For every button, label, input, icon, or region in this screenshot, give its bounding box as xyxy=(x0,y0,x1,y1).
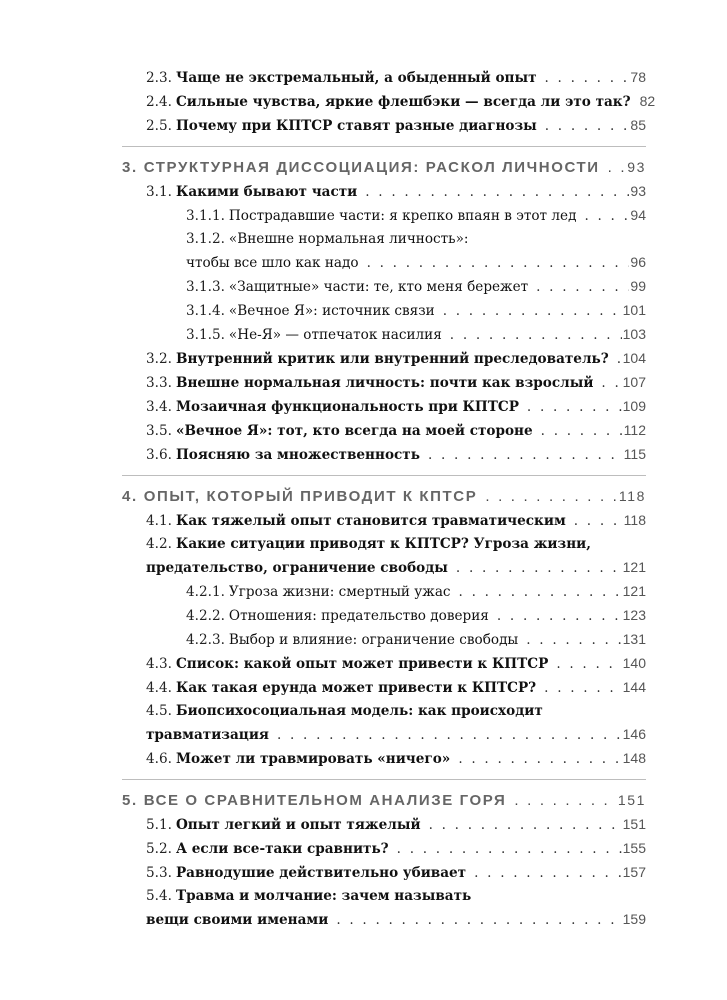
toc-title: СТРУКТУРНАЯ ДИССОЦИАЦИЯ: РАСКОЛ ЛИЧНОСТИ xyxy=(143,159,600,176)
toc-page-number: 151 xyxy=(622,816,646,832)
toc-page-number: 112 xyxy=(623,422,646,438)
toc-title: Мозаичная функциональность при КПТСР xyxy=(175,399,519,415)
toc-subsection-entry[interactable] xyxy=(146,299,646,323)
toc-title-continuation: травматизация xyxy=(146,727,269,743)
toc-page-number: 146 xyxy=(622,726,646,742)
toc-section-entry[interactable] xyxy=(146,652,646,676)
toc-page-number: 144 xyxy=(622,679,646,695)
toc-section-entry[interactable] xyxy=(146,837,646,861)
toc-number: 3.2. xyxy=(146,351,172,367)
toc-page-number: 94 xyxy=(630,207,646,223)
toc-page-number: 78 xyxy=(630,69,646,85)
toc-title-continuation: чтобы все шло как надо xyxy=(186,255,359,271)
toc-page-number: 104 xyxy=(622,350,646,366)
dot-leader xyxy=(429,814,622,837)
dot-leader xyxy=(428,444,623,467)
dot-leader xyxy=(365,181,629,204)
toc-number: 4.2.3. xyxy=(186,632,225,648)
toc-number: 4.2.1. xyxy=(186,584,225,600)
toc-title: «Не-Я» — отпечаток насилия xyxy=(228,327,442,343)
toc-section-entry[interactable] xyxy=(146,371,646,395)
toc-number: 4.1. xyxy=(146,513,172,529)
toc-section-entry[interactable] xyxy=(146,443,646,467)
toc-number: 4.6. xyxy=(146,751,172,767)
toc-page-number: 148 xyxy=(622,750,646,766)
toc-page-number: 82 xyxy=(639,93,656,109)
dot-leader xyxy=(526,629,621,652)
toc-page-number: 140 xyxy=(622,655,646,671)
toc-title: Травма и молчание: зачем называть xyxy=(175,888,472,904)
toc-number: 4.2. xyxy=(146,536,172,552)
dot-leader xyxy=(617,348,622,371)
toc-section-entry[interactable] xyxy=(146,885,646,932)
toc-number: 2.3. xyxy=(146,70,172,86)
dot-leader xyxy=(608,156,627,180)
dot-leader xyxy=(485,485,618,509)
toc-subsection-entry[interactable] xyxy=(146,204,646,228)
toc-subsection-entry[interactable] xyxy=(146,275,646,299)
toc-title: Пострадавшие части: я крепко впаян в этот лед xyxy=(228,208,577,224)
toc-title-continuation: вещи своими именами xyxy=(146,912,329,928)
toc-section-entry[interactable] xyxy=(146,419,646,443)
toc-section-entry[interactable] xyxy=(146,533,646,580)
toc-section-entry[interactable] xyxy=(146,700,646,747)
dot-leader xyxy=(556,653,621,676)
toc-number: 3. xyxy=(122,159,138,176)
toc-page-number: 109 xyxy=(622,398,646,414)
toc-title: «Внешне нормальная личность»: xyxy=(228,231,469,247)
toc-page-number: 151 xyxy=(617,792,646,808)
toc-page-number: 115 xyxy=(623,446,646,462)
dot-leader xyxy=(458,748,621,771)
dot-leader xyxy=(584,205,629,228)
dot-leader xyxy=(527,396,622,419)
toc-number: 4. xyxy=(122,488,138,505)
toc-title: Почему при КПТСР ставят разные диагнозы xyxy=(175,118,537,134)
toc-title: Опыт легкий и опыт тяжелый xyxy=(175,817,421,833)
toc-page-number: 99 xyxy=(630,278,646,294)
toc-title: Как такая ерунда может привести к КПТСР? xyxy=(175,680,537,696)
toc-number: 3.5. xyxy=(146,423,172,439)
toc-page-number: 121 xyxy=(622,559,646,575)
toc-section-entry[interactable] xyxy=(146,395,646,419)
dot-leader xyxy=(544,677,621,700)
toc-page-number: 131 xyxy=(622,631,646,647)
toc-subsection-entry[interactable] xyxy=(146,323,646,347)
toc-chapter-heading[interactable] xyxy=(122,484,646,509)
dot-leader xyxy=(443,300,622,323)
toc-number: 2.4. xyxy=(146,94,172,110)
toc-title: А если все-таки сравнить? xyxy=(175,841,389,857)
dot-leader xyxy=(474,862,622,885)
toc-section-entry[interactable] xyxy=(146,114,646,138)
dot-leader xyxy=(545,115,630,138)
toc-title: Внешне нормальная личность: почти как взрослый xyxy=(175,375,594,391)
toc-title: Чаще не экстремальный, а обыденный опыт xyxy=(175,70,537,86)
chapter-divider xyxy=(122,779,646,780)
toc-page-number: 93 xyxy=(627,159,646,175)
toc-chapter-heading[interactable] xyxy=(122,155,646,180)
toc-number: 3.4. xyxy=(146,399,172,415)
toc-title: Равнодушие действительно убивает xyxy=(175,865,467,881)
dot-leader xyxy=(336,909,621,932)
toc-page-number: 118 xyxy=(623,512,646,528)
toc-number: 3.1.2. xyxy=(186,231,225,247)
dot-leader xyxy=(514,789,616,813)
dot-leader xyxy=(367,252,630,275)
toc-page-number: 107 xyxy=(622,374,646,390)
toc-number: 3.1.4. xyxy=(186,303,225,319)
toc-section-entry[interactable] xyxy=(146,676,646,700)
chapter-divider xyxy=(122,475,646,476)
toc-subsection-entry[interactable] xyxy=(146,580,646,604)
dot-leader xyxy=(536,276,629,299)
toc-title: ОПЫТ, КОТОРЫЙ ПРИВОДИТ К КПТСР xyxy=(143,488,478,505)
toc-number: 3.1. xyxy=(146,184,172,200)
toc-section-entry[interactable] xyxy=(146,347,646,371)
toc-section-entry[interactable] xyxy=(146,509,646,533)
dot-leader xyxy=(277,724,622,747)
dot-leader xyxy=(541,420,623,443)
dot-leader xyxy=(397,838,622,861)
toc-page-number: 118 xyxy=(618,488,646,504)
toc-page-number: 157 xyxy=(622,864,646,880)
toc-subsection-entry[interactable] xyxy=(146,228,646,275)
toc-number: 3.1.1. xyxy=(186,208,225,224)
dot-leader xyxy=(459,581,622,604)
toc-number: 2.5. xyxy=(146,118,172,134)
toc-page-number: 155 xyxy=(622,840,646,856)
toc-number: 3.3. xyxy=(146,375,172,391)
dot-leader xyxy=(601,372,621,395)
toc-subsection-entry[interactable] xyxy=(146,604,646,628)
toc-number: 5. xyxy=(122,792,138,809)
toc-section-entry[interactable] xyxy=(146,861,646,885)
toc-title: Какими бывают части xyxy=(175,184,358,200)
toc-number: 4.2.2. xyxy=(186,608,225,624)
toc-title-continuation: предательство, ограничение свободы xyxy=(146,560,448,576)
toc-title: Какие ситуации приводят к КПТСР? Угроза жизни, xyxy=(175,536,591,552)
toc-number: 3.1.5. xyxy=(186,327,225,343)
dot-leader xyxy=(545,67,630,90)
toc-title: Сильные чувства, яркие флешбэки — всегда ли это так? xyxy=(175,94,631,110)
toc-title: Отношения: предательство доверия xyxy=(228,608,489,624)
toc-number: 5.4. xyxy=(146,888,172,904)
toc-title: Биопсихосоциальная модель: как происходит xyxy=(175,703,543,719)
toc-page-number: 159 xyxy=(622,911,646,927)
toc-page-number: 85 xyxy=(630,117,646,133)
table-of-contents xyxy=(122,66,656,932)
toc-page-number: 96 xyxy=(630,254,646,270)
toc-number: 3.1.3. xyxy=(186,279,225,295)
dot-leader xyxy=(450,324,622,347)
toc-title: Может ли травмировать «ничего» xyxy=(175,751,451,767)
toc-page-number: 93 xyxy=(630,183,646,199)
toc-section-entry[interactable] xyxy=(146,66,646,90)
toc-number: 5.3. xyxy=(146,865,172,881)
toc-section-entry[interactable] xyxy=(146,813,646,837)
toc-number: 3.6. xyxy=(146,447,172,463)
toc-subsection-entry[interactable] xyxy=(146,628,646,652)
toc-title: «Вечное Я»: тот, кто всегда на моей стороне xyxy=(175,423,533,439)
toc-title: «Защитные» части: те, кто меня бережет xyxy=(228,279,529,295)
toc-title: Как тяжелый опыт становится травматическим xyxy=(175,513,566,529)
toc-title: «Вечное Я»: источник связи xyxy=(228,303,435,319)
toc-chapter-heading[interactable] xyxy=(122,788,646,813)
toc-section-entry[interactable] xyxy=(146,180,646,204)
dot-leader xyxy=(456,557,622,580)
toc-section-entry[interactable] xyxy=(146,747,646,771)
toc-title: Угроза жизни: смертный ужас xyxy=(228,584,451,600)
toc-page-number: 121 xyxy=(622,583,646,599)
toc-section-entry[interactable] xyxy=(146,90,656,114)
chapter-divider xyxy=(122,146,646,147)
toc-number: 4.4. xyxy=(146,680,172,696)
toc-title: Список: какой опыт может привести к КПТСР xyxy=(175,656,549,672)
toc-number: 5.1. xyxy=(146,817,172,833)
toc-number: 5.2. xyxy=(146,841,172,857)
toc-page-number: 123 xyxy=(622,607,646,623)
dot-leader xyxy=(497,605,622,628)
toc-number: 4.5. xyxy=(146,703,172,719)
toc-page-number: 103 xyxy=(622,326,646,342)
toc-number: 4.3. xyxy=(146,656,172,672)
toc-title: ВСЕ О СРАВНИТЕЛЬНОМ АНАЛИЗЕ ГОРЯ xyxy=(143,792,507,809)
toc-title: Поясняю за множественность xyxy=(175,447,420,463)
dot-leader xyxy=(574,510,623,533)
toc-title: Выбор и влияние: ограничение свободы xyxy=(228,632,519,648)
toc-page-number: 101 xyxy=(622,302,646,318)
toc-title: Внутренний критик или внутренний преследователь? xyxy=(175,351,609,367)
